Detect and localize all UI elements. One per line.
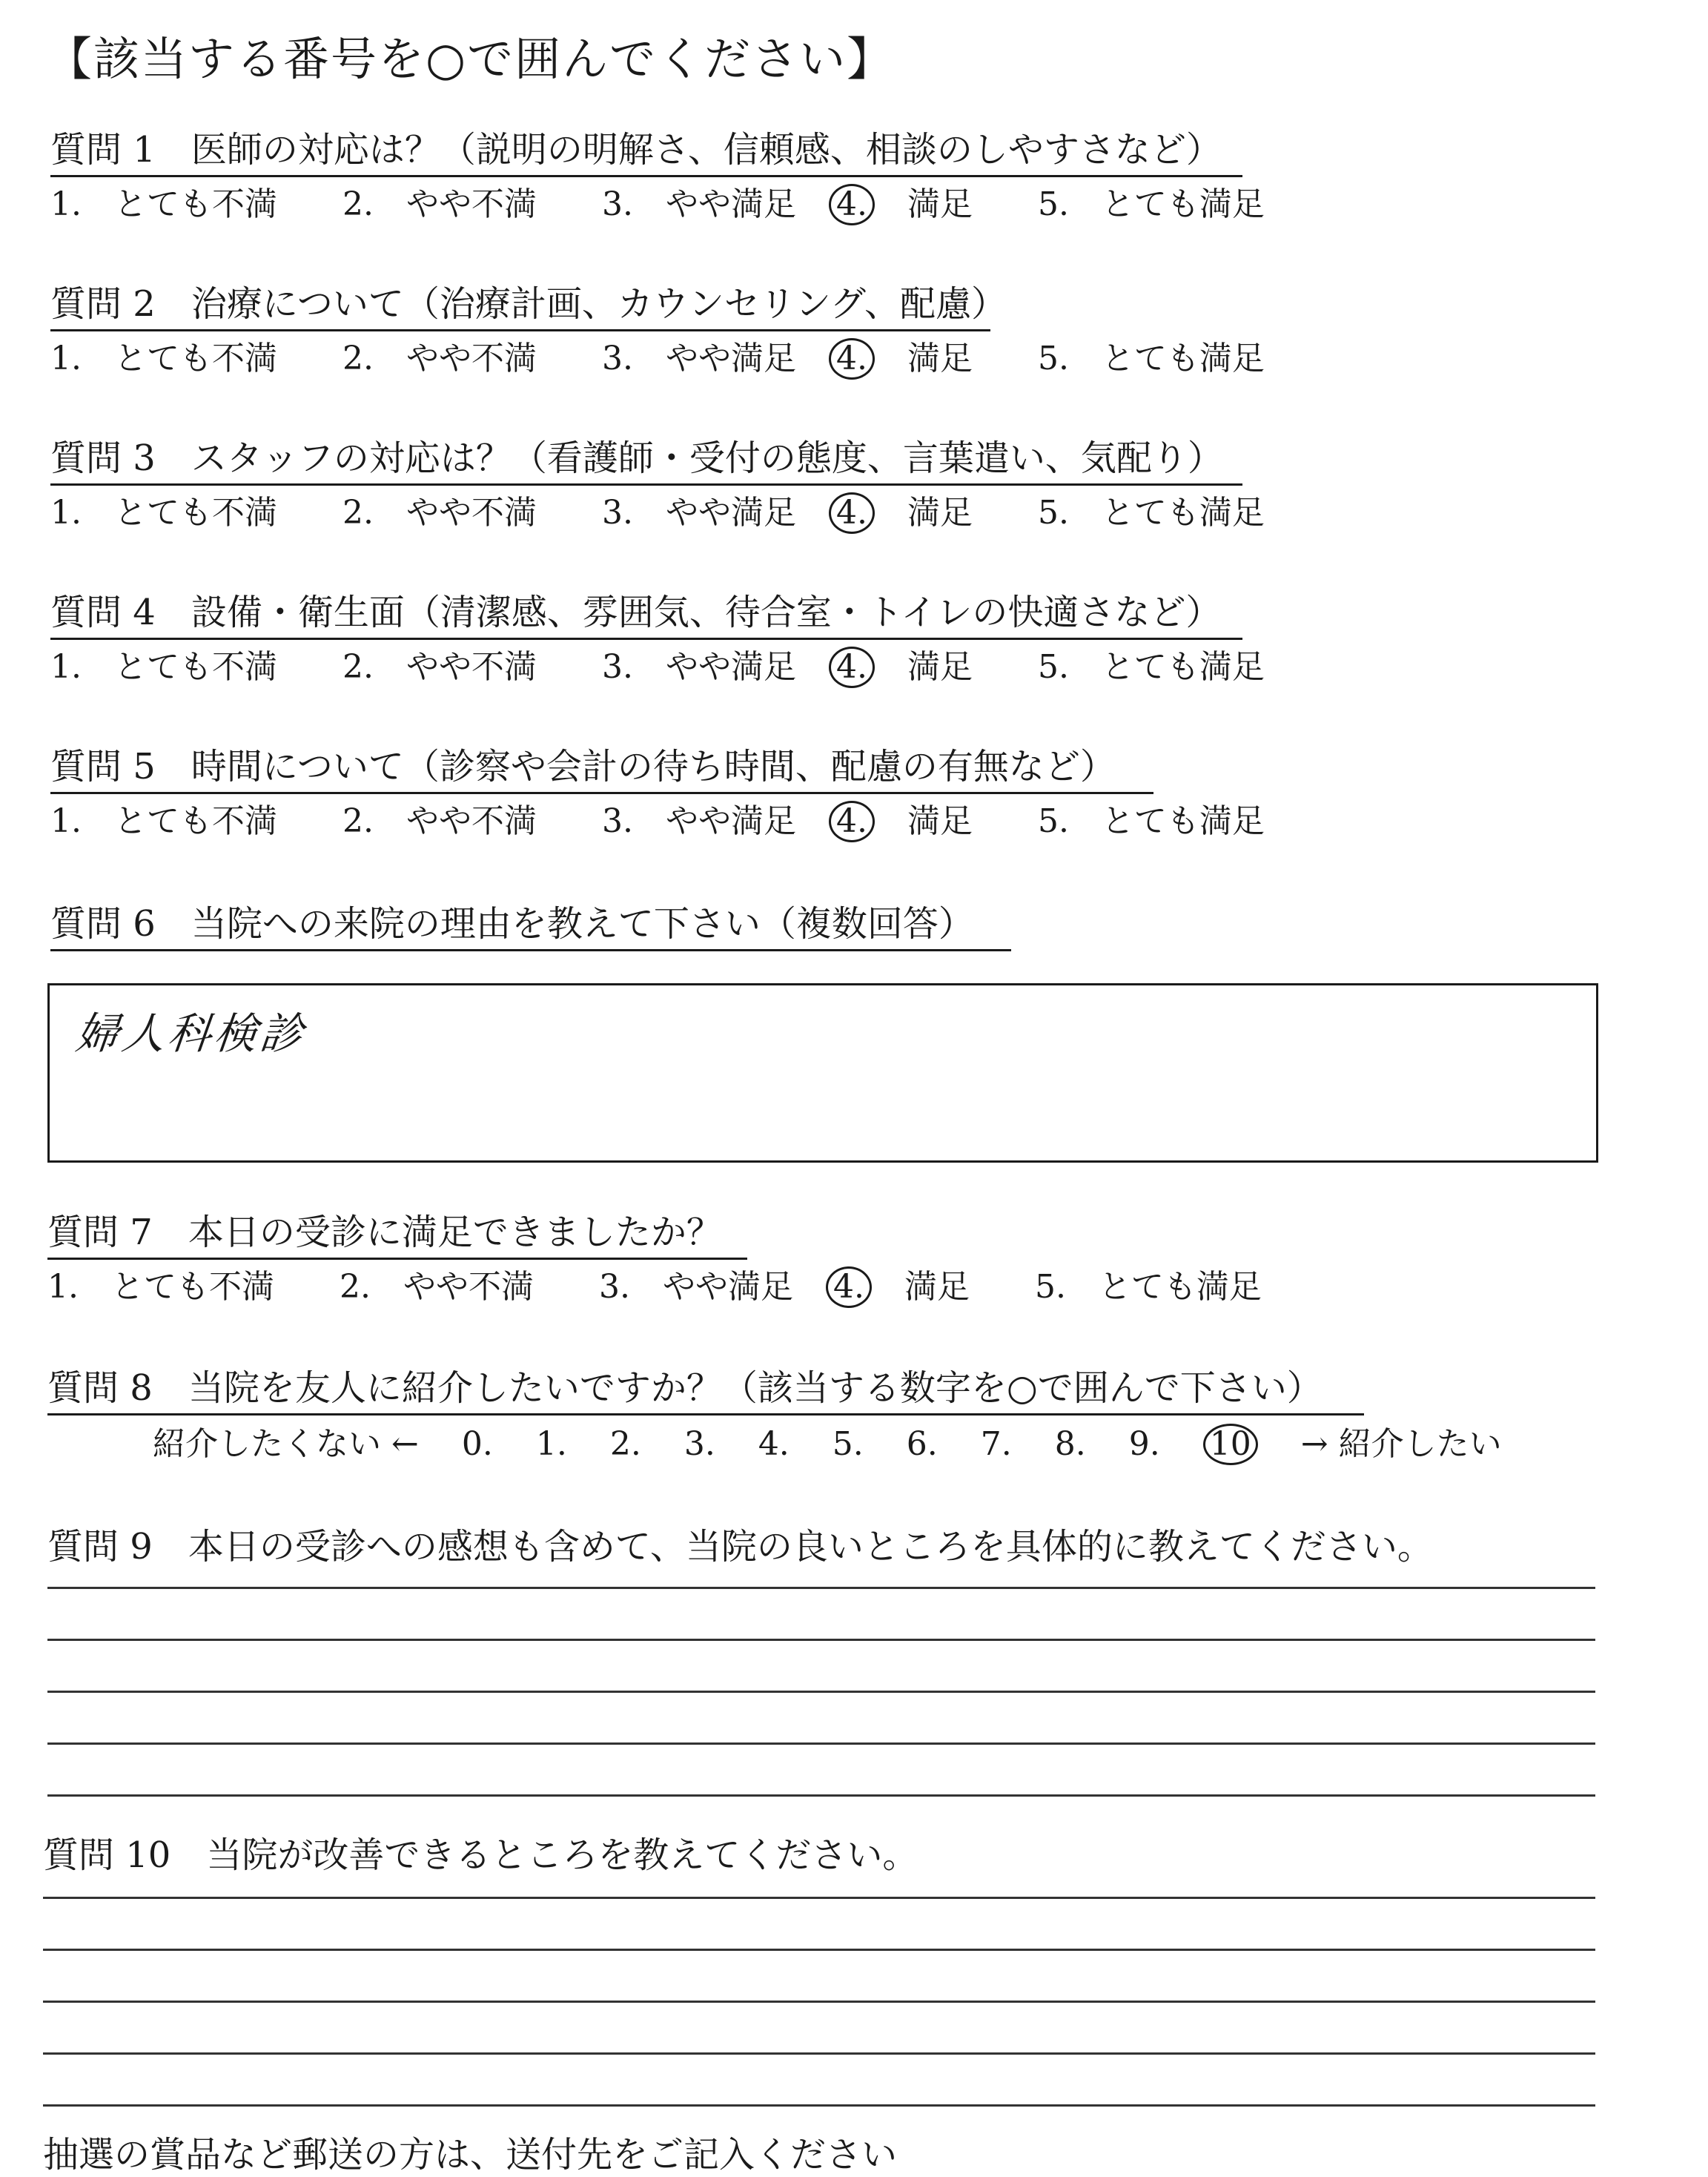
question-5-label: 質問 5 [50, 746, 156, 787]
question-1-options [50, 184, 1265, 225]
nps-5[interactable]: 5. [832, 1425, 864, 1463]
question-10-heading [43, 1833, 918, 1877]
option-5[interactable]: 5. とても満足 [1037, 185, 1265, 223]
question-3-heading [50, 436, 1242, 486]
option-2[interactable]: 2. やや不満 [342, 340, 537, 377]
option-1[interactable]: 1. とても不満 [50, 494, 277, 532]
question-3-label: 質問 3 [50, 437, 156, 479]
question-1-label: 質問 1 [50, 129, 156, 171]
option-4-label: 満足 [907, 340, 973, 377]
option-4-label: 満足 [907, 648, 973, 686]
answer-line[interactable] [43, 2104, 1595, 2107]
nps-10-circled[interactable]: 10 [1203, 1424, 1258, 1465]
option-3[interactable]: 3. やや満足 [601, 648, 796, 686]
option-4-label: 満足 [907, 494, 973, 532]
question-7-text: 本日の受診に満足できましたか？ [188, 1212, 722, 1253]
option-5[interactable]: 5. とても満足 [1037, 340, 1265, 377]
option-3[interactable]: 3. やや満足 [601, 494, 796, 532]
answer-line[interactable] [47, 1794, 1595, 1797]
option-4-circled[interactable]: 4. [829, 184, 875, 225]
question-2-options [50, 338, 1265, 380]
question-4-heading [50, 590, 1242, 640]
footer-partial-text: 抽選の賞品など郵送の方は、送付先をご記入ください [43, 2134, 898, 2176]
option-2[interactable]: 2. やや不満 [342, 802, 537, 840]
question-10-text: 当院が改善できるところを教えてください。 [206, 1834, 918, 1876]
option-4-circled[interactable]: 4. [829, 338, 875, 380]
question-3-options [50, 492, 1265, 534]
option-3[interactable]: 3. やや満足 [601, 340, 796, 377]
answer-line[interactable] [47, 1587, 1595, 1589]
question-9-text: 本日の受診への感想も含めて、当院の良いところを具体的に教えてください。 [188, 1526, 1433, 1567]
option-3[interactable]: 3. やや満足 [601, 185, 796, 223]
question-4-text: 設備・衛生面（清潔感、雰囲気、待合室・トイレの快適さなど） [191, 592, 1222, 633]
question-7-options [47, 1266, 1262, 1308]
option-4-label: 満足 [907, 802, 973, 840]
question-5-heading [50, 744, 1153, 794]
option-2[interactable]: 2. やや不満 [342, 494, 537, 532]
question-2-label: 質問 2 [50, 283, 156, 325]
option-1[interactable]: 1. とても不満 [47, 1268, 274, 1306]
option-4-label: 満足 [907, 185, 973, 223]
nps-1[interactable]: 1. [535, 1425, 567, 1463]
answer-line[interactable] [47, 1639, 1595, 1641]
question-8-heading [47, 1366, 1364, 1415]
option-4-circled[interactable]: 4. [826, 1266, 872, 1308]
question-6-label: 質問 6 [50, 903, 156, 945]
nps-scale [153, 1424, 1502, 1465]
question-4-label: 質問 4 [50, 592, 156, 633]
option-4-circled[interactable]: 4. [829, 801, 875, 842]
option-1[interactable]: 1. とても不満 [50, 340, 277, 377]
nps-0[interactable]: 0. [461, 1425, 493, 1463]
nps-4[interactable]: 4. [758, 1425, 790, 1463]
question-9-heading [47, 1524, 1433, 1569]
answer-line[interactable] [47, 1742, 1595, 1745]
question-6-heading [50, 902, 1011, 951]
option-4-label: 満足 [904, 1268, 970, 1306]
question-3-text: スタッフの対応は？（看護師・受付の態度、言葉遣い、気配り） [191, 437, 1223, 479]
nps-left-arrow: ← [391, 1425, 419, 1463]
option-1[interactable]: 1. とても不満 [50, 648, 277, 686]
option-4-circled[interactable]: 4. [829, 492, 875, 534]
answer-line[interactable] [43, 1897, 1595, 1899]
question-1-text: 医師の対応は？（説明の明解さ、信頼感、相談のしやすさなど） [191, 129, 1222, 171]
option-5[interactable]: 5. とても満足 [1037, 494, 1265, 532]
question-7-heading [47, 1210, 747, 1260]
question-5-text: 時間について（診察や会計の待ち時間、配慮の有無など） [191, 746, 1116, 787]
nps-left-label: 紹介したくない [153, 1425, 381, 1463]
question-6-answer-box[interactable] [47, 983, 1598, 1163]
option-2[interactable]: 2. やや不満 [342, 648, 537, 686]
question-6-handwritten-answer: 婦人科検診 [73, 1008, 309, 1059]
nps-6[interactable]: 6. [906, 1425, 938, 1463]
question-8-label: 質問 8 [47, 1367, 153, 1409]
question-8-text: 当院を友人に紹介したいですか？（該当する数字を○で囲んで下さい） [188, 1367, 1323, 1409]
nps-3[interactable]: 3. [683, 1425, 715, 1463]
question-6-text: 当院への来院の理由を教えて下さい（複数回答） [191, 903, 974, 945]
page-header: 【該当する番号を○で囲んでください】 [46, 32, 895, 86]
option-5[interactable]: 5. とても満足 [1034, 1268, 1262, 1306]
option-1[interactable]: 1. とても不満 [50, 185, 277, 223]
option-2[interactable]: 2. やや不満 [342, 185, 537, 223]
question-2-text: 治療について（治療計画、カウンセリング、配慮） [191, 283, 1007, 325]
option-5[interactable]: 5. とても満足 [1037, 802, 1265, 840]
nps-right-label: 紹介したい [1338, 1425, 1502, 1463]
nps-8[interactable]: 8. [1054, 1425, 1086, 1463]
question-1-heading [50, 128, 1242, 177]
option-1[interactable]: 1. とても不満 [50, 802, 277, 840]
nps-2[interactable]: 2. [609, 1425, 641, 1463]
answer-line[interactable] [43, 2001, 1595, 2003]
question-5-options [50, 801, 1265, 842]
answer-line[interactable] [43, 1949, 1595, 1951]
answer-line[interactable] [43, 2052, 1595, 2055]
nps-9[interactable]: 9. [1128, 1425, 1160, 1463]
option-3[interactable]: 3. やや満足 [598, 1268, 793, 1306]
option-3[interactable]: 3. やや満足 [601, 802, 796, 840]
question-4-options [50, 647, 1265, 688]
nps-right-arrow: → [1300, 1425, 1328, 1463]
nps-7[interactable]: 7. [980, 1425, 1012, 1463]
question-7-label: 質問 7 [47, 1212, 153, 1253]
answer-line[interactable] [47, 1691, 1595, 1693]
option-4-circled[interactable]: 4. [829, 647, 875, 688]
question-9-label: 質問 9 [47, 1526, 153, 1567]
question-10-label: 質問 10 [43, 1834, 171, 1876]
option-5[interactable]: 5. とても満足 [1037, 648, 1265, 686]
option-2[interactable]: 2. やや不満 [339, 1268, 534, 1306]
question-2-heading [50, 282, 1007, 331]
